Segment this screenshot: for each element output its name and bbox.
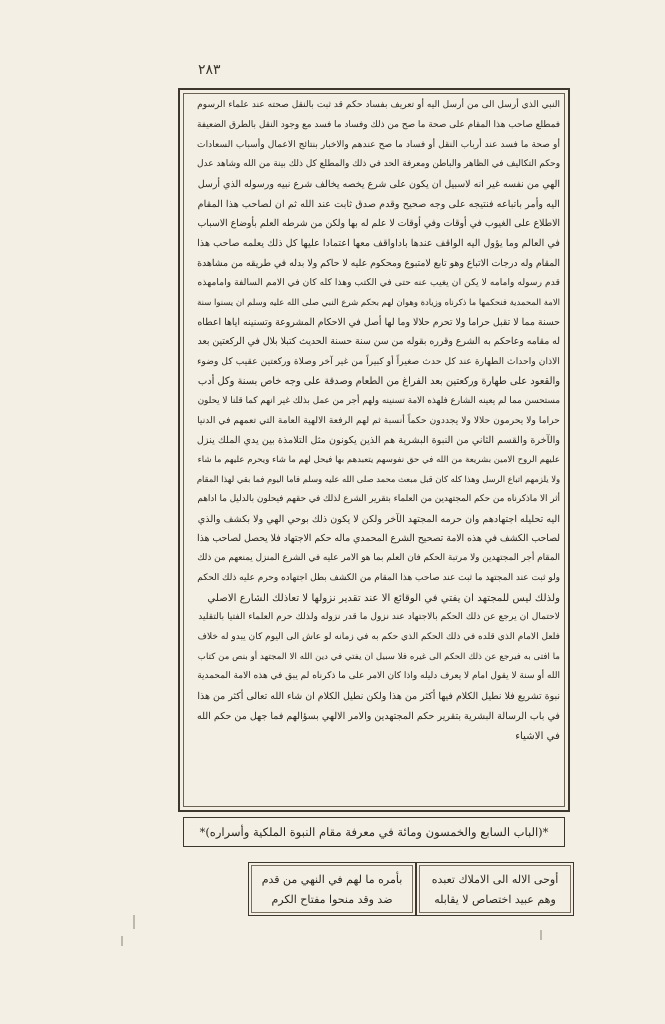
text-line: فلعل الامام الذي قلده في ذلك الحكم الذي حكم به في زمانه لو عاش الى اليوم كان يبدو له خلاف bbox=[197, 631, 560, 642]
body-text bbox=[190, 96, 560, 746]
text-line: نبوة تشريع فلا نطيل الكلام فيها أكثر من هذا ولكن نطيل الكلام ان شاء الله تعالى أكثر من هذا bbox=[197, 691, 560, 703]
text-line: والقعود على طهارة وركعتين بعد الفراغ من الطعام وصدقة على وجه خاص بسنة وكل أدب bbox=[197, 375, 560, 387]
text-line: ولا يلزمهم اتباع الرسل وهذا كله كان قبل مبعث محمد صلى الله عليه وسلم فاما اليوم فما بقي لهذا المقام bbox=[196, 474, 560, 485]
text-line: والآخرة والقسم الثاني من النبوة البشرية هم الذين يكونون مثل التلامذة بين يدي الملك ينزل bbox=[196, 434, 560, 446]
text-line: فمطلع صاحب هذا المقام على صحة ما صح من ذلك وفساد ما فسد مع وجود النقل بالطرق الضعيفة bbox=[196, 119, 560, 130]
text-line: له مقامه وعاحكم به الشرع وقرره بقوله من سن سنة حسنة الحديث كتبلا بلال في الركعتين بعد bbox=[197, 336, 560, 348]
text-line: الاذان واحداث الطهارة عند كل حدث صغيراً أو كبيراً من غير آخر وصلاة وركعتين عقيب كل وضوء bbox=[197, 356, 560, 368]
text-line: ولذلك ليس للمجتهد ان يفتي في الوقائع الا عند تقدير نزولها لا تعاذلك الشارع الاصلي bbox=[207, 592, 560, 604]
text-line: اليه تحليله اجتهادهم وان حرمه المجتهد الآخر ولكن لا يكون ذلك بوحي الهي ولا بكشف والذي bbox=[197, 513, 560, 525]
text-line: وحكم التكاليف في الظاهر والباطن ومعرفة الحد في ذلك والمطلع كل ذلك بينة من الله وشاهد عدل bbox=[197, 159, 560, 170]
text-line: حسنة مما لا تقبل حراما ولا تحرم حلالا وما لها أصل في الاحكام المشروعة وتسنينه اياها اعطاه bbox=[197, 316, 560, 328]
text-line: المقام أجر المجتهدين ولا مرتبة الحكم فان العلم بما هو الامر عليه في الشرع المنزل يمنعهم من ذلك bbox=[197, 553, 560, 564]
verse-frame-left bbox=[248, 862, 416, 916]
text-line: لصاحب الكشف في هذه الامة تصحيح الشرع المحمدي ماله حكم الاجتهاد فلا يحصل لصاحب هذا bbox=[197, 533, 560, 545]
chapter-title: *(الباب السابع والخمسون ومائة في معرفة مقام النبوة الملكية وأسراره)* bbox=[183, 817, 565, 847]
text-line: الله أو سنة لا يقول امام لا يعرف دليله واذا كان الامر على ما ذكرناه لم يبق في هذه الامة المحمدية bbox=[197, 671, 560, 682]
text-line: في العالم وما يؤول اليه الواقف عندها باداواقف معها اعتمادا عليها كل ذلك يعلمه صاحب هذا bbox=[197, 237, 560, 249]
text-line: ولو ثبت عند المجتهد ما ثبت عند صاحب هذا المقام من الكشف بطل اجتهاده وحرم عليه ذلك الحكم bbox=[197, 572, 560, 583]
paper-speck bbox=[121, 936, 123, 946]
text-line: حراما ولا يحرمون حلالا ولا يجددون حكماً أنسبة ثم لهم الرفعة الالهية العامة التي تعمهم في الدنيا bbox=[197, 415, 560, 427]
verse-line: بأمره ما لهم في النهي من قدم bbox=[261, 873, 403, 886]
text-line: ما افتى به فيرجع عن ذلك الحكم الى غيره فلا سبيل ان يفتي في دين الله الا المجتهد أو بنص من كتاب bbox=[197, 651, 560, 662]
text-line: قدم رسوله وامامه لا يكن ان يغيب عنه حتى في الكتب وهذا كله كان في الامم السالفة وامامهذه bbox=[197, 277, 560, 289]
page-number: ٢٨٣ bbox=[198, 62, 221, 78]
verse-line: ضد وقد منحوا مفتاح الكرم bbox=[271, 893, 393, 906]
text-line: لاحتمال ان يرجع عن ذلك الحكم بالاجتهاد عند نزول ما قدر نزوله ولذلك حرم العلماء الفتيا بالتقليد bbox=[198, 612, 560, 623]
text-line: الهي من نفسه غير انه لاسبيل ان يكون على شرع يخصه يخالف شرع نبيه ورسوله الذي أرسل bbox=[197, 178, 560, 190]
text-line: أو صحة ما فسد عند أرباب النقل أو فساد ما صح عندهم والاخبار بنتائج الاعمال وأسباب السعادات bbox=[197, 139, 560, 151]
main-text-frame bbox=[178, 88, 570, 812]
paper-speck bbox=[540, 930, 542, 940]
text-line: المقام وله درجات الاتباع وهو تابع لامتبوع ومحكوم عليه لا حاكم ولا بدله في طريقه من مشاهدة bbox=[197, 257, 560, 269]
text-line: اليه وأمر باتباعه فنتيجه على وجه صحيح وقدم صدق ثابت عند الله ثم ان لصاحب هذا المقام bbox=[197, 198, 560, 210]
text-line: الامة المحمدية فنحكمها ما ذكرناه وزيادة وهوان لهم بحكم شرع النبي صلى الله عليه وسلم ان يسنوا سنة bbox=[197, 297, 560, 308]
text-line: النبي الذي أرسل الى من أرسل اليه أو تعريف بفساد حكم قد ثبت بالنقل صحته عند علماء الرسوم bbox=[197, 100, 560, 110]
text-line: في الاشياء bbox=[515, 730, 560, 742]
text-line: الاطلاع على الغيوب في أوقات وفي أوقات لا علم له بها ولكن من شرطه العلم بأوضاع الاسباب bbox=[197, 218, 560, 230]
paper-speck bbox=[133, 915, 135, 929]
text-line: عليهم الروح الامين بشريعة من الله في حق نفوسهم يتعبدهم بها فيحل لهم ما شاء ويحرم عليهم ما شاء bbox=[197, 454, 560, 465]
text-line: مستحسن مما لم يعينه الشارع فلهذه الامة تسنينه ولهم أجر من عمل بذلك غير انهم كما قلنا لا يحلون bbox=[197, 395, 560, 406]
text-line: أثر الا ماذكرناه من حكم المجتهدين من العلماء بتقرير الشرع لذلك في حقهم فيحلون بالدليل ما اداهم bbox=[197, 494, 560, 505]
verse-line: أوحى الاله الى الاملاك تعبده bbox=[431, 873, 559, 886]
verse-line: وهم عبيد اختصاص لا يقابله bbox=[434, 893, 556, 906]
verse-frame-right bbox=[416, 862, 574, 916]
text-line: في باب الرسالة البشرية بتقرير حكم المجتهدين والامر الالهي بسؤالهم فما جهل من حكم الله bbox=[196, 710, 560, 722]
